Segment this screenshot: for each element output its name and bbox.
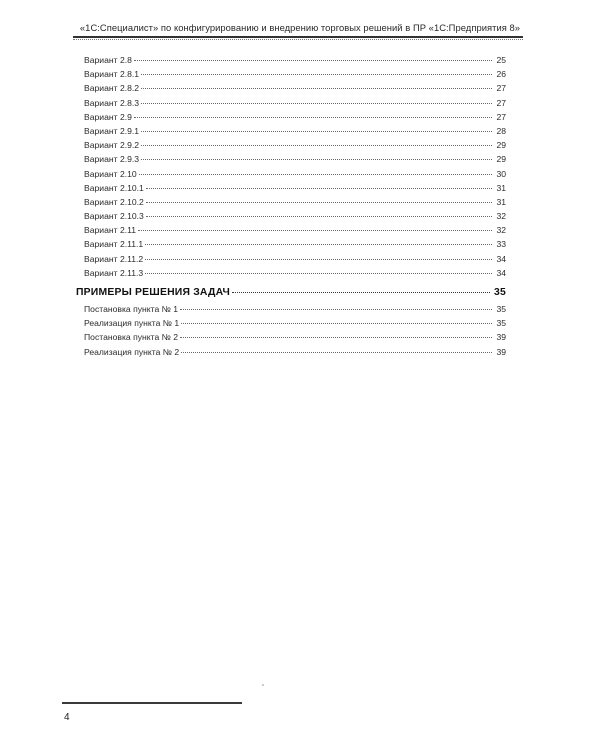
toc-entry-page: 39 (496, 332, 506, 343)
toc-entry-label: Реализация пункта № 2 (84, 346, 180, 357)
dot-leader (181, 323, 492, 324)
toc-entry[interactable] (76, 112, 506, 126)
scan-speck (262, 684, 264, 686)
toc-entry-label: Постановка пункта № 1 (84, 304, 179, 314)
dot-leader (141, 74, 492, 75)
toc-entry-label: Вариант 2.10.1 (84, 182, 144, 193)
footer-divider (62, 702, 242, 704)
toc-entry-label: ПРИМЕРЫ РЕШЕНИЯ ЗАДАЧ (76, 287, 231, 298)
toc-entry-label: Постановка пункта № 2 (84, 332, 179, 343)
toc-entry-label: Вариант 2.11.3 (84, 267, 144, 278)
toc-entry-page: 34 (496, 253, 506, 264)
toc-entry-page: 29 (496, 154, 506, 165)
toc-entry[interactable] (76, 254, 506, 268)
toc-entry-label: Вариант 2.9.1 (84, 125, 140, 136)
toc-entry-page: 27 (496, 111, 506, 122)
toc-entry-page: 29 (496, 140, 506, 151)
dot-leader (181, 352, 492, 353)
dot-leader (141, 145, 492, 146)
toc-entry-label: Вариант 2.11.2 (84, 253, 144, 264)
toc-entry[interactable] (76, 304, 506, 318)
dot-leader (145, 259, 492, 260)
toc-entry-label: Вариант 2.9 (84, 111, 132, 122)
toc-entry[interactable] (76, 239, 506, 253)
toc-entry[interactable] (76, 140, 506, 154)
dot-leader (232, 292, 490, 293)
toc-entry[interactable] (76, 332, 506, 346)
toc-entry[interactable] (76, 83, 506, 97)
toc-entry-page: 28 (496, 125, 506, 136)
toc-entry-page: 39 (496, 346, 506, 357)
dot-leader (145, 244, 492, 245)
toc-entry-page: 35 (494, 287, 506, 298)
dot-leader (139, 174, 492, 175)
dot-leader (145, 273, 492, 274)
toc-entry-label: Вариант 2.8.3 (84, 97, 140, 108)
toc-entry-label: Вариант 2.9.2 (84, 140, 140, 151)
toc-entry-label: Вариант 2.11.1 (84, 239, 144, 250)
header-divider (73, 36, 523, 38)
toc-entry-label: Вариант 2.11 (84, 225, 137, 236)
toc-entry[interactable] (76, 197, 506, 211)
toc-entry-page: 27 (496, 97, 506, 108)
toc-entry-label: Вариант 2.10 (84, 168, 137, 179)
toc-entry[interactable] (76, 347, 506, 361)
dot-leader (138, 230, 492, 231)
header-divider-dotted (73, 39, 523, 40)
toc-entry-label: Реализация пункта № 1 (84, 318, 180, 329)
toc-entry[interactable] (76, 183, 506, 197)
toc-entry-page: 31 (496, 196, 506, 207)
toc-section-heading[interactable] (76, 287, 506, 304)
dot-leader (134, 117, 492, 118)
toc-entry-page: 31 (496, 182, 506, 193)
toc-entry-page: 34 (496, 267, 506, 278)
toc-entry-label: Вариант 2.8 (84, 55, 132, 65)
running-header: «1С:Специалист» по конфигурированию и внедрению торговых решений в ПР «1С:Предприятия 8» (79, 22, 521, 33)
dot-leader (141, 131, 492, 132)
dot-leader (146, 216, 492, 217)
toc-entry[interactable] (76, 211, 506, 225)
toc-entry-page: 30 (496, 168, 506, 179)
dot-leader (180, 309, 492, 310)
toc-entry-page: 26 (496, 69, 506, 80)
dot-leader (141, 103, 492, 104)
dot-leader (141, 88, 492, 89)
dot-leader (180, 337, 492, 338)
toc-entry-page: 33 (496, 239, 506, 250)
toc-entry-label: Вариант 2.9.3 (84, 154, 140, 165)
toc-entry[interactable] (76, 98, 506, 112)
toc-entry[interactable] (76, 318, 506, 332)
dot-leader (134, 60, 492, 61)
toc-entry-page: 35 (496, 304, 506, 314)
page-number: 4 (64, 712, 70, 723)
dot-leader (141, 159, 492, 160)
toc-entry-page: 35 (496, 318, 506, 329)
dot-leader (146, 188, 492, 189)
toc-entry[interactable] (76, 154, 506, 168)
toc-entry-label: Вариант 2.10.2 (84, 196, 144, 207)
toc-entry-label: Вариант 2.10.3 (84, 211, 144, 222)
toc-entry[interactable] (76, 268, 506, 282)
toc-entry-page: 27 (496, 83, 506, 94)
dot-leader (146, 202, 492, 203)
toc-entry-label: Вариант 2.8.1 (84, 69, 140, 80)
toc-entry[interactable] (76, 126, 506, 140)
toc-entry-page: 25 (496, 55, 506, 65)
toc-entry-label: Вариант 2.8.2 (84, 83, 140, 94)
toc-entry-page: 32 (496, 225, 506, 236)
toc-entry[interactable] (76, 55, 506, 69)
toc-entry[interactable] (76, 169, 506, 183)
toc-entry[interactable] (76, 225, 506, 239)
toc-entry[interactable] (76, 69, 506, 83)
table-of-contents (76, 55, 506, 361)
toc-entry-page: 32 (496, 211, 506, 222)
